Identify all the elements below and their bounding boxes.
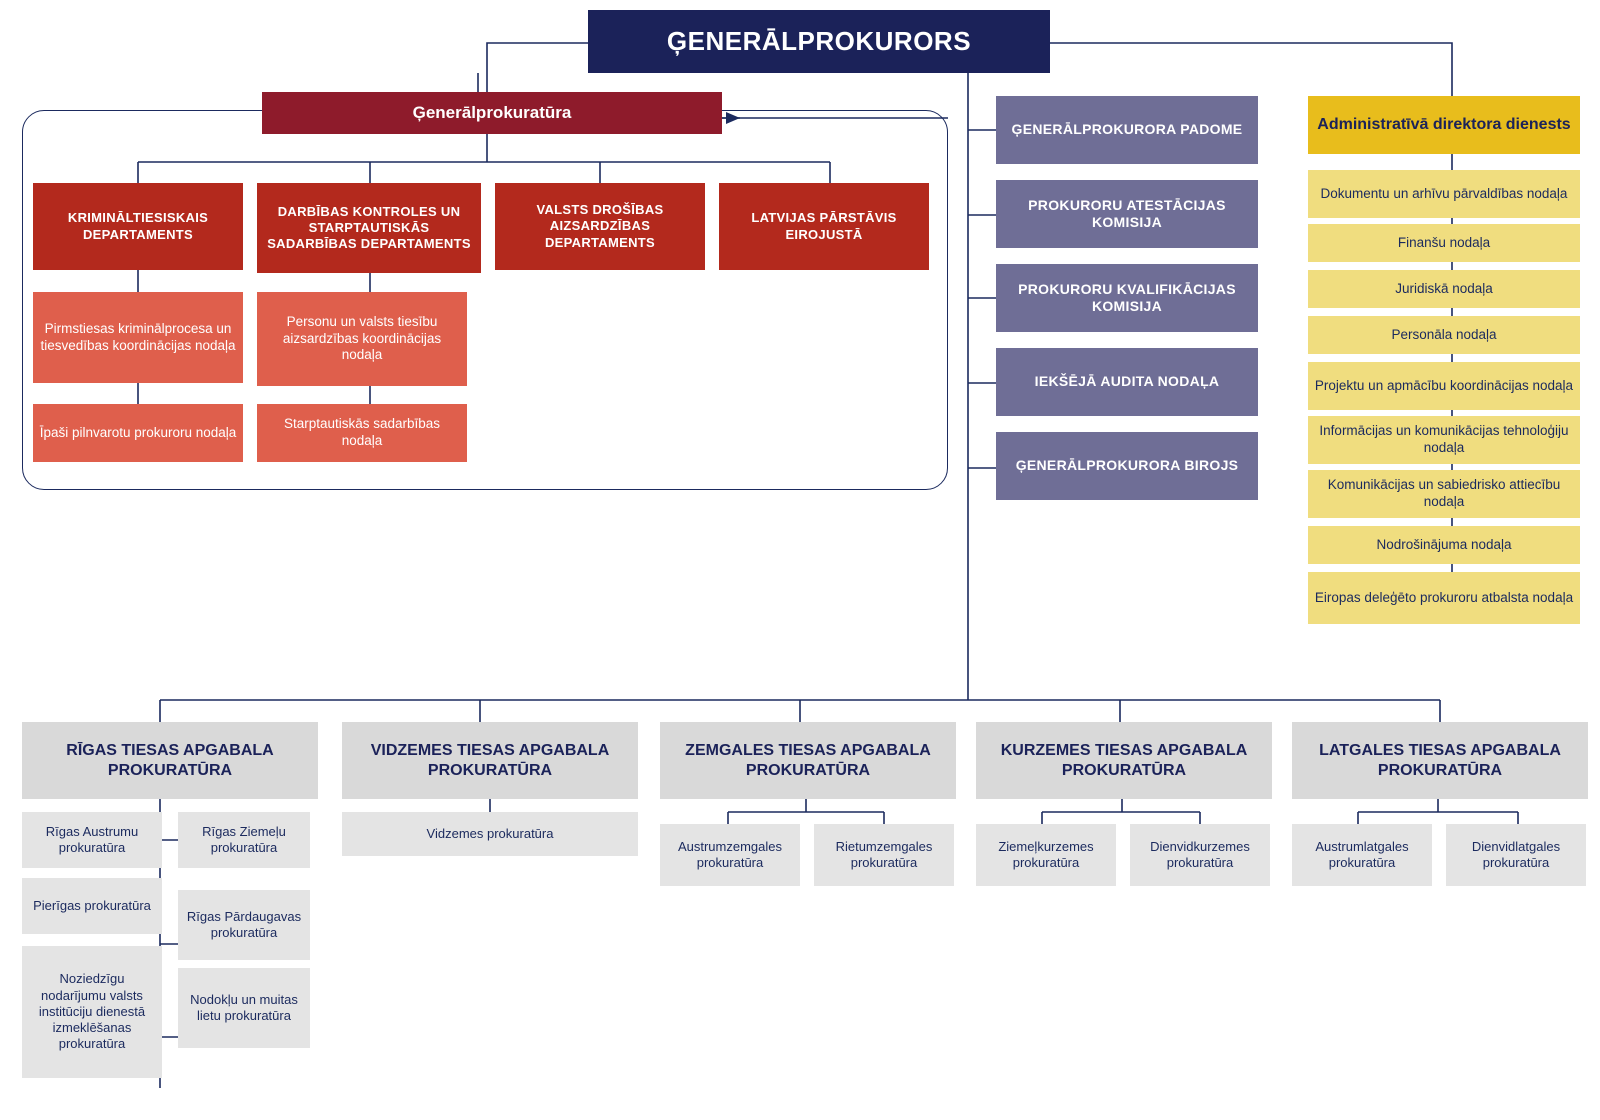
- node-department-state-security[interactable]: VALSTS DROŠĪBAS AIZSARDZĪBAS DEPARTAMENTS: [495, 183, 705, 270]
- node-admin-unit-personnel[interactable]: Personāla nodaļa: [1308, 316, 1580, 354]
- node-admin-unit-documents-archives[interactable]: Dokumentu un arhīvu pārvaldības nodaļa: [1308, 170, 1580, 218]
- node-general-prosecutor[interactable]: ĢENERĀLPROKURORS: [588, 10, 1050, 73]
- node-admin-unit-supply[interactable]: Nodrošinājuma nodaļa: [1308, 526, 1580, 564]
- node-admin-unit-legal[interactable]: Juridiskā nodaļa: [1308, 270, 1580, 308]
- node-department-operations-control[interactable]: DARBĪBAS KONTROLES UN STARPTAUTISKĀS SADARBĪBAS DEPARTAMENTS: [257, 183, 481, 273]
- node-admin-unit-communications[interactable]: Komunikācijas un sabiedrisko attiecību nodaļa: [1308, 470, 1580, 518]
- node-general-prosecutor-bureau[interactable]: ĢENERĀLPROKURORA BIROJS: [996, 432, 1258, 500]
- node-region-riga[interactable]: RĪGAS TIESAS APGABALA PROKURATŪRA: [22, 722, 318, 799]
- node-administrative-director-service[interactable]: Administratīvā direktora dienests: [1308, 96, 1580, 154]
- node-region-kurzeme[interactable]: KURZEMES TIESAS APGABALA PROKURATŪRA: [976, 722, 1272, 799]
- node-dienvidlatgales-prosecutor[interactable]: Dienvidlatgales prokuratūra: [1446, 824, 1586, 886]
- node-region-vidzeme[interactable]: VIDZEMES TIESAS APGABALA PROKURATŪRA: [342, 722, 638, 799]
- node-commission-qualification[interactable]: PROKURORU KVALIFIKĀCIJAS KOMISIJA: [996, 264, 1258, 332]
- node-general-prosecutor-office[interactable]: Ģenerālprokuratūra: [262, 92, 722, 134]
- node-tax-customs-prosecutor[interactable]: Nodokļu un muitas lietu prokuratūra: [178, 968, 310, 1048]
- node-subunit-rights-protection-coordination[interactable]: Personu un valsts tiesību aizsardzības koordinācijas nodaļa: [257, 292, 467, 386]
- node-commission-attestation[interactable]: PROKURORU ATESTĀCIJAS KOMISIJA: [996, 180, 1258, 248]
- node-region-zemgale[interactable]: ZEMGALES TIESAS APGABALA PROKURATŪRA: [660, 722, 956, 799]
- node-austrumzemgales-prosecutor[interactable]: Austrumzemgales prokuratūra: [660, 824, 800, 886]
- node-latvian-representative-eurojust[interactable]: LATVIJAS PĀRSTĀVIS EIROJUSTĀ: [719, 183, 929, 270]
- node-rietumzemgales-prosecutor[interactable]: Rietumzemgales prokuratūra: [814, 824, 954, 886]
- node-vidzemes-prosecutor[interactable]: Vidzemes prokuratūra: [342, 812, 638, 856]
- node-admin-unit-finance[interactable]: Finanšu nodaļa: [1308, 224, 1580, 262]
- node-state-institution-crimes-prosecutor[interactable]: Noziedzīgu nodarījumu valsts institūciju dienestā izmeklēšanas prokuratūra: [22, 946, 162, 1078]
- node-dienvidkurzemes-prosecutor[interactable]: Dienvidkurzemes prokuratūra: [1130, 824, 1270, 886]
- node-admin-unit-it[interactable]: Informācijas un komunikācijas tehnoloģiju nodaļa: [1308, 416, 1580, 464]
- node-admin-unit-european-delegated-prosecutors[interactable]: Eiropas deleģēto prokuroru atbalsta nodaļa: [1308, 572, 1580, 624]
- node-department-criminal-law[interactable]: KRIMINĀLTIESISKAIS DEPARTAMENTS: [33, 183, 243, 270]
- node-internal-audit-unit[interactable]: IEKŠĒJĀ AUDITA NODAĻA: [996, 348, 1258, 416]
- node-riga-ziemelu-prosecutor[interactable]: Rīgas Ziemeļu prokuratūra: [178, 812, 310, 868]
- node-subunit-pretrial-coordination[interactable]: Pirmstiesas kriminālprocesa un tiesvedības koordinācijas nodaļa: [33, 292, 243, 383]
- node-riga-pardaugavas-prosecutor[interactable]: Rīgas Pārdaugavas prokuratūra: [178, 890, 310, 960]
- node-subunit-international-cooperation[interactable]: Starptautiskās sadarbības nodaļa: [257, 404, 467, 462]
- node-ziemelkurzemes-prosecutor[interactable]: Ziemeļkurzemes prokuratūra: [976, 824, 1116, 886]
- node-admin-unit-projects-training[interactable]: Projektu un apmācību koordinācijas nodaļa: [1308, 362, 1580, 410]
- node-region-latgale[interactable]: LATGALES TIESAS APGABALA PROKURATŪRA: [1292, 722, 1588, 799]
- node-riga-austrumu-prosecutor[interactable]: Rīgas Austrumu prokuratūra: [22, 812, 162, 868]
- node-subunit-special-prosecutors[interactable]: Īpaši pilnvarotu prokuroru nodaļa: [33, 404, 243, 462]
- node-austrumlatgales-prosecutor[interactable]: Austrumlatgales prokuratūra: [1292, 824, 1432, 886]
- node-pierigas-prosecutor[interactable]: Pierīgas prokuratūra: [22, 878, 162, 934]
- node-council-general-prosecutor[interactable]: ĢENERĀLPROKURORA PADOME: [996, 96, 1258, 164]
